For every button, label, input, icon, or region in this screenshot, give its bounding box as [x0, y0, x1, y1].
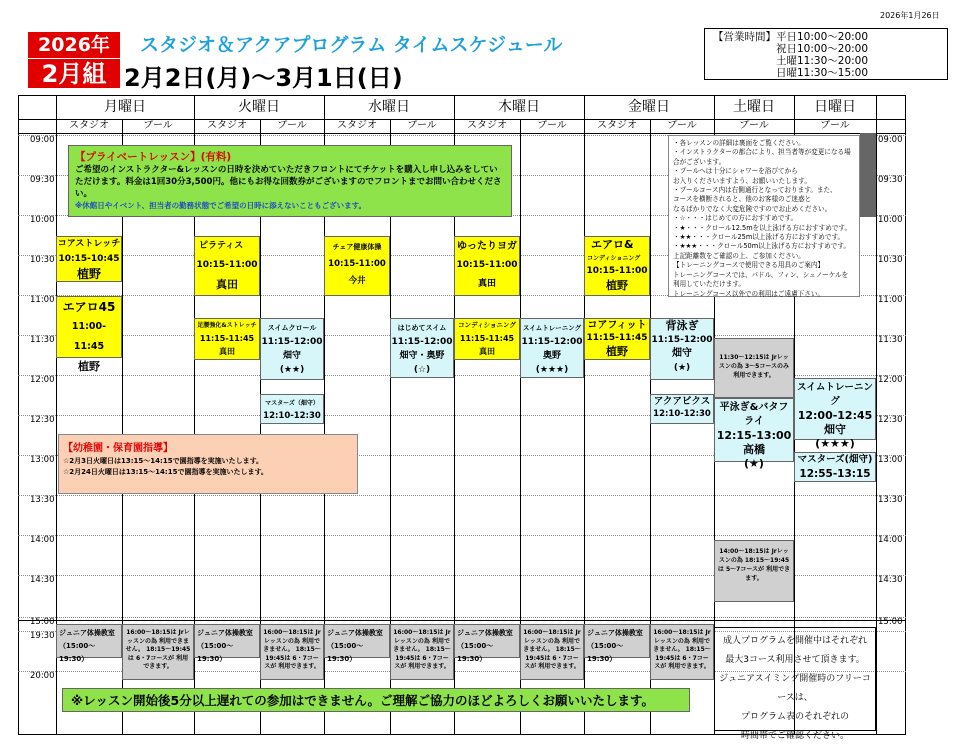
class-instructor: 畑守・奥野 [399, 351, 445, 361]
time-label-left: 12:00 [30, 375, 55, 385]
class-time: 11:15-11:45 [586, 333, 648, 343]
junior-pool-notice: 16:00～18:15は Jrレッスンの為 利用できません。 18:15～19:45は 6・7コースが 利用できます。 [122, 624, 194, 680]
class-instructor: 畑守 [824, 423, 846, 436]
hours-key: 日曜 [776, 67, 797, 79]
evening-divider [18, 620, 906, 621]
class-instructor: 高橋 [743, 443, 765, 456]
area-header: プール [739, 120, 769, 131]
class-time: （15:00～19:30） [327, 642, 364, 663]
junior-pool-notice: 16:00～18:15は Jrレッスンの為 利用できません。 18:15～19:45は 6・7コースが 利用できます。 [520, 624, 584, 680]
class-time: （15:00～19:30） [457, 642, 494, 663]
time-label-left: 12:30 [30, 415, 55, 425]
day-header: 土曜日 [733, 99, 775, 115]
note-line: ・プールコース内は右側通行となっております。また、 [673, 186, 837, 195]
note-line: ・★★★・・・クロール50m以上泳げる方におすすめです。 [673, 242, 851, 251]
private-lesson-note: ※休館日やイベント、担当者の勤務状態でご希望の日時に添えないこともございます。 [75, 201, 367, 210]
class-level: (★) [673, 363, 691, 373]
class-name: マスターズ(畑守) [797, 454, 873, 465]
course-note-line: ジュニアスイミング開催時のフリーコースは、 [719, 674, 871, 703]
note-line: 上記距離数をご確認の上、ご参加ください。 [673, 251, 805, 260]
note-line: 利用していただけます。 [673, 280, 746, 289]
class-time: 11:00-11:45 [71, 321, 107, 352]
note-line: ・☆・・・はじめての方におすすめです。 [673, 214, 798, 223]
class-time: 10:15-11:00 [196, 260, 258, 270]
class-name: ジュニア体操教室 [457, 629, 513, 637]
time-label-right: 14:30 [878, 575, 903, 585]
class-time: 12:15-13:00 [716, 429, 792, 442]
area-header: プール [537, 120, 567, 131]
friday-class-aero-conditioning [584, 236, 650, 296]
friday-class-core-fit [584, 318, 650, 360]
time-gridline [18, 495, 906, 496]
course-usage-note [714, 627, 876, 741]
class-instructor: 奥野 [542, 351, 561, 361]
saturday-pool-breast-butterfly [714, 398, 794, 470]
class-level: (★★★) [535, 365, 569, 375]
area-header: プール [667, 120, 697, 131]
class-time: 10:15-10:45 [58, 254, 120, 264]
note-line: ・各レッスンの詳細は裏面をご覧ください。 [673, 139, 805, 147]
class-level: (☆) [413, 365, 431, 375]
time-label-left: 09:00 [30, 135, 55, 145]
time-label-left: 13:00 [30, 455, 55, 465]
class-instructor: 今井 [348, 276, 366, 286]
note-line: コースを横断されると、他のお客様のご迷惑と [673, 195, 812, 204]
area-header: スタジオ [69, 120, 109, 131]
saturday-jr-notice-1 [714, 338, 794, 398]
class-name: ゆったりヨガ [457, 241, 517, 252]
junior-gym-class [454, 624, 520, 663]
note-line: ・★・・・クロール12.5mを以上泳げる方におすすめです。 [673, 223, 852, 232]
class-time: 12:10-12:30 [263, 411, 321, 421]
class-name: チェア健康体操 [332, 243, 382, 251]
time-label-left: 15:00 [30, 617, 55, 627]
time-label-right: 12:00 [878, 375, 903, 385]
class-name: コアフィット [587, 320, 647, 331]
notes-list [673, 139, 855, 299]
note-line: ・★★・・・クロール25m以上泳げる方におすすめです。 [673, 233, 845, 242]
business-hours [704, 28, 948, 80]
class-time: 11:15-12:00 [521, 337, 583, 347]
class-time: 11:15-11:45 [459, 334, 515, 343]
document-date: 2026年1月26日 [880, 11, 940, 20]
day-header: 火曜日 [238, 99, 280, 115]
area-header: プール [143, 120, 173, 131]
class-name-sub: コンディショニング [587, 255, 641, 262]
class-instructor: 真田 [216, 278, 238, 291]
thursday-class-yoga [454, 236, 520, 296]
wednesday-pool-first-swim [390, 318, 454, 378]
time-gridline [18, 617, 906, 618]
time-label-right: 14:00 [878, 535, 903, 545]
wednesday-class-chair [324, 236, 390, 296]
note-line: ・プールへは十分にシャワーを浴びてから [673, 167, 798, 176]
hours-value: 10:00～20:00 [797, 31, 869, 43]
time-label-left: 09:30 [30, 175, 55, 185]
month-badge: 2月組 [28, 58, 120, 88]
junior-pool-notice: 16:00～18:15は Jrレッスンの為 利用できません。 18:15～19:45は 6・7コースが 利用できます。 [650, 624, 714, 680]
course-note-line: 成人プログラムを開催中はそれぞれ [723, 636, 867, 646]
time-label-right: 09:30 [878, 175, 903, 185]
note-line: 【トレーニングコースで使用できる用具のご案内】 [673, 261, 825, 270]
class-name: ジュニア体操教室 [587, 629, 643, 637]
junior-pool-notice: 16:00～18:15は Jrレッスンの為 利用できません。 18:15～19:45は 6・7コースが 利用できます。 [260, 624, 324, 680]
area-header: スタジオ [207, 120, 247, 131]
friday-pool-aquabics [650, 394, 714, 424]
year-badge: 2026年 [28, 32, 120, 58]
class-name: エアロ& [591, 238, 634, 251]
date-range: 2月2日(月)～3月1日(日) [124, 64, 403, 92]
junior-gym-class [324, 624, 390, 663]
time-label-right: 11:30 [878, 335, 903, 345]
time-label-right: 09:00 [878, 135, 903, 145]
notes-bar [860, 133, 876, 217]
monday-class-aero45 [56, 296, 122, 373]
class-time: （15:00～19:30） [587, 642, 624, 663]
time-label-left: 19:30 [30, 631, 55, 641]
junior-gym-class [584, 624, 650, 663]
class-time: 11:15-12:00 [651, 335, 713, 345]
junior-gym-class [194, 624, 260, 663]
class-time: 11:15-12:00 [391, 337, 453, 347]
private-lesson-body: ご希望のインストラクター&レッスンの日時を決めていただきフロントにてチケットを購入し申し込みをしていただけます。料金は1回30分3,500円。他にもお得な回数券がございますのでフロントまでお問い合わせください。 [75, 165, 502, 199]
class-instructor: 畑守 [282, 351, 301, 361]
class-time: 12:00-12:45 [797, 409, 873, 422]
class-name: 平泳ぎ&バタフライ [719, 402, 789, 427]
subheader-divider [18, 133, 906, 134]
class-time: （15:00～19:30） [59, 642, 96, 663]
area-header: スタジオ [337, 120, 377, 131]
class-instructor: 植野 [76, 267, 101, 281]
class-name: ジュニア体操教室 [197, 629, 253, 637]
monday-class-core-stretch [56, 236, 122, 282]
time-label-right: 10:30 [878, 255, 903, 265]
day-header: 水曜日 [368, 99, 410, 115]
course-note-line: 時間帯でご確認ください。 [740, 731, 849, 741]
tuesday-pool-masters [260, 394, 324, 424]
area-header: プール [277, 120, 307, 131]
class-level: (★★) [279, 365, 305, 375]
junior-pool-notice: 16:00～18:15は Jrレッスンの為 利用できません。 18:15～19:45は 6・7コースが 利用できます。 [390, 624, 454, 680]
area-header: プール [820, 120, 850, 131]
class-name: はじめてスイム [397, 324, 447, 332]
day-header: 日曜日 [814, 99, 856, 115]
hours-value: 10:00～20:00 [797, 43, 869, 55]
notice-text: 14:00～18:15は Jrレッスンの為 18:15～19:45は 5～7コースが 利用できます。 [717, 548, 791, 582]
kindergarten-notice [58, 434, 358, 494]
class-name: マスターズ（畑守） [265, 400, 319, 407]
note-line: トレーニングコース以外での利用はご遠慮下さい。 [673, 289, 825, 298]
class-name: 背泳ぎ [665, 319, 699, 332]
note-line: トレーニングコースでは、パドル、フィン、シュノーケルを [673, 270, 849, 279]
class-instructor: 植野 [606, 279, 628, 292]
time-label-left: 20:00 [30, 671, 55, 681]
class-name: アクアビクス [653, 396, 711, 407]
thursday-pool-swim-training [520, 318, 584, 378]
time-label-left: 11:00 [30, 295, 55, 305]
note-line: お入りくださいますよう、お願いいたします。 [673, 176, 811, 185]
class-name: スイムトレーニング [522, 324, 582, 332]
time-gridline [18, 535, 906, 536]
hours-key: 祝日 [776, 43, 797, 55]
area-header: スタジオ [597, 120, 637, 131]
page-title: スタジオ＆アクアプログラム タイムスケジュール [140, 34, 563, 56]
note-line: なるばかりでなく大変危険ですのでお止めください。 [673, 204, 832, 213]
time-label-right: 12:30 [878, 415, 903, 425]
time-label-right: 11:00 [878, 295, 903, 305]
time-label-left: 14:30 [30, 575, 55, 585]
saturday-jr-notice-2 [714, 540, 794, 602]
area-header: プール [407, 120, 437, 131]
day-header: 金曜日 [628, 99, 670, 115]
hours-key: 【営業時間】平日 [713, 31, 797, 43]
tuesday-pool-crawl [260, 318, 324, 380]
thursday-class-conditioning [454, 318, 520, 360]
hours-value: 11:30～20:00 [797, 55, 869, 67]
hours-key: 土曜 [776, 55, 797, 67]
sunday-pool-swim-training [794, 378, 876, 450]
class-name: スイムトレーニング [797, 382, 873, 407]
class-level: (★★★) [815, 437, 855, 450]
time-label-right: 13:30 [878, 495, 903, 505]
time-label-left: 10:00 [30, 215, 55, 225]
class-time: 10:15-11:00 [456, 260, 518, 270]
class-name: ジュニア体操教室 [327, 629, 383, 637]
class-time: 10:15-11:00 [586, 266, 648, 276]
time-label-right: 13:00 [878, 455, 903, 465]
time-label-left: 13:30 [30, 495, 55, 505]
class-time: 11:15-11:45 [199, 334, 255, 343]
class-name: ピラティス [199, 241, 244, 251]
class-name: コンディショニング [458, 321, 516, 329]
notes-box [668, 135, 860, 297]
class-name: ジュニア体操教室 [59, 629, 115, 637]
time-label-right: 10:00 [878, 215, 903, 225]
class-instructor: 真田 [479, 347, 495, 356]
time-label-right: 15:00 [878, 617, 903, 627]
day-header: 木曜日 [498, 99, 540, 115]
time-label-left: 14:00 [30, 535, 55, 545]
day-header: 月曜日 [104, 99, 146, 115]
time-label-left: 10:30 [30, 255, 55, 265]
kindergarten-heading: 【幼稚園・保育園指導】 [63, 443, 173, 454]
sunday-pool-masters [794, 452, 876, 482]
time-label-left: 11:30 [30, 335, 55, 345]
friday-pool-backstroke [650, 318, 714, 380]
class-instructor: 植野 [78, 360, 100, 373]
hours-value: 11:30～15:00 [797, 67, 869, 79]
class-time: （15:00～19:30） [197, 642, 234, 663]
class-level: (★) [744, 457, 764, 470]
junior-gym-class [56, 624, 122, 663]
class-instructor: 畑守 [672, 348, 692, 359]
tuesday-class-legs-stretch [194, 318, 260, 360]
kindergarten-line: ☆2月3日火曜日は13:15～14:15で園指導を実施いたします。 [63, 457, 264, 465]
kindergarten-line: ☆2月24日火曜日は13:15～14:15で園指導を実施いたします。 [63, 468, 268, 476]
course-note-line: プログラム表のそれぞれの [741, 712, 849, 722]
class-time: 12:55-13:15 [799, 468, 871, 480]
class-name: スイムクロール [267, 324, 317, 332]
tuesday-class-pilates [194, 236, 260, 296]
private-lesson-heading: 【プライベートレッスン】(有料) [75, 151, 232, 163]
class-instructor: 真田 [477, 279, 496, 289]
course-note-line: 最大3コース利用させて頂きます。 [725, 655, 865, 665]
class-name: コアストレッチ [57, 239, 121, 249]
class-time: 11:15-12:00 [261, 337, 323, 347]
class-instructor: 植野 [606, 345, 628, 358]
note-line: ・インストラクターの都合により、担当者等が変更になる場合がございます。 [673, 148, 851, 166]
class-time: 10:15-11:00 [328, 259, 386, 269]
area-header: スタジオ [467, 120, 507, 131]
class-instructor: 真田 [219, 347, 235, 356]
late-arrival-notice: ※レッスン開始後5分以上遅れての参加はできません。ご理解ご協力のほどよろしくお願いいたします。 [62, 688, 690, 712]
private-lesson-box [68, 145, 512, 217]
notice-text: 11:30～12:15は Jrレッスンの為 3～5コースのみ 利用できます。 [718, 354, 790, 379]
class-time: 12:10-12:30 [653, 409, 711, 419]
class-name: 足腰強化&ストレッチ [197, 322, 257, 329]
class-name: エアロ45 [62, 300, 116, 314]
